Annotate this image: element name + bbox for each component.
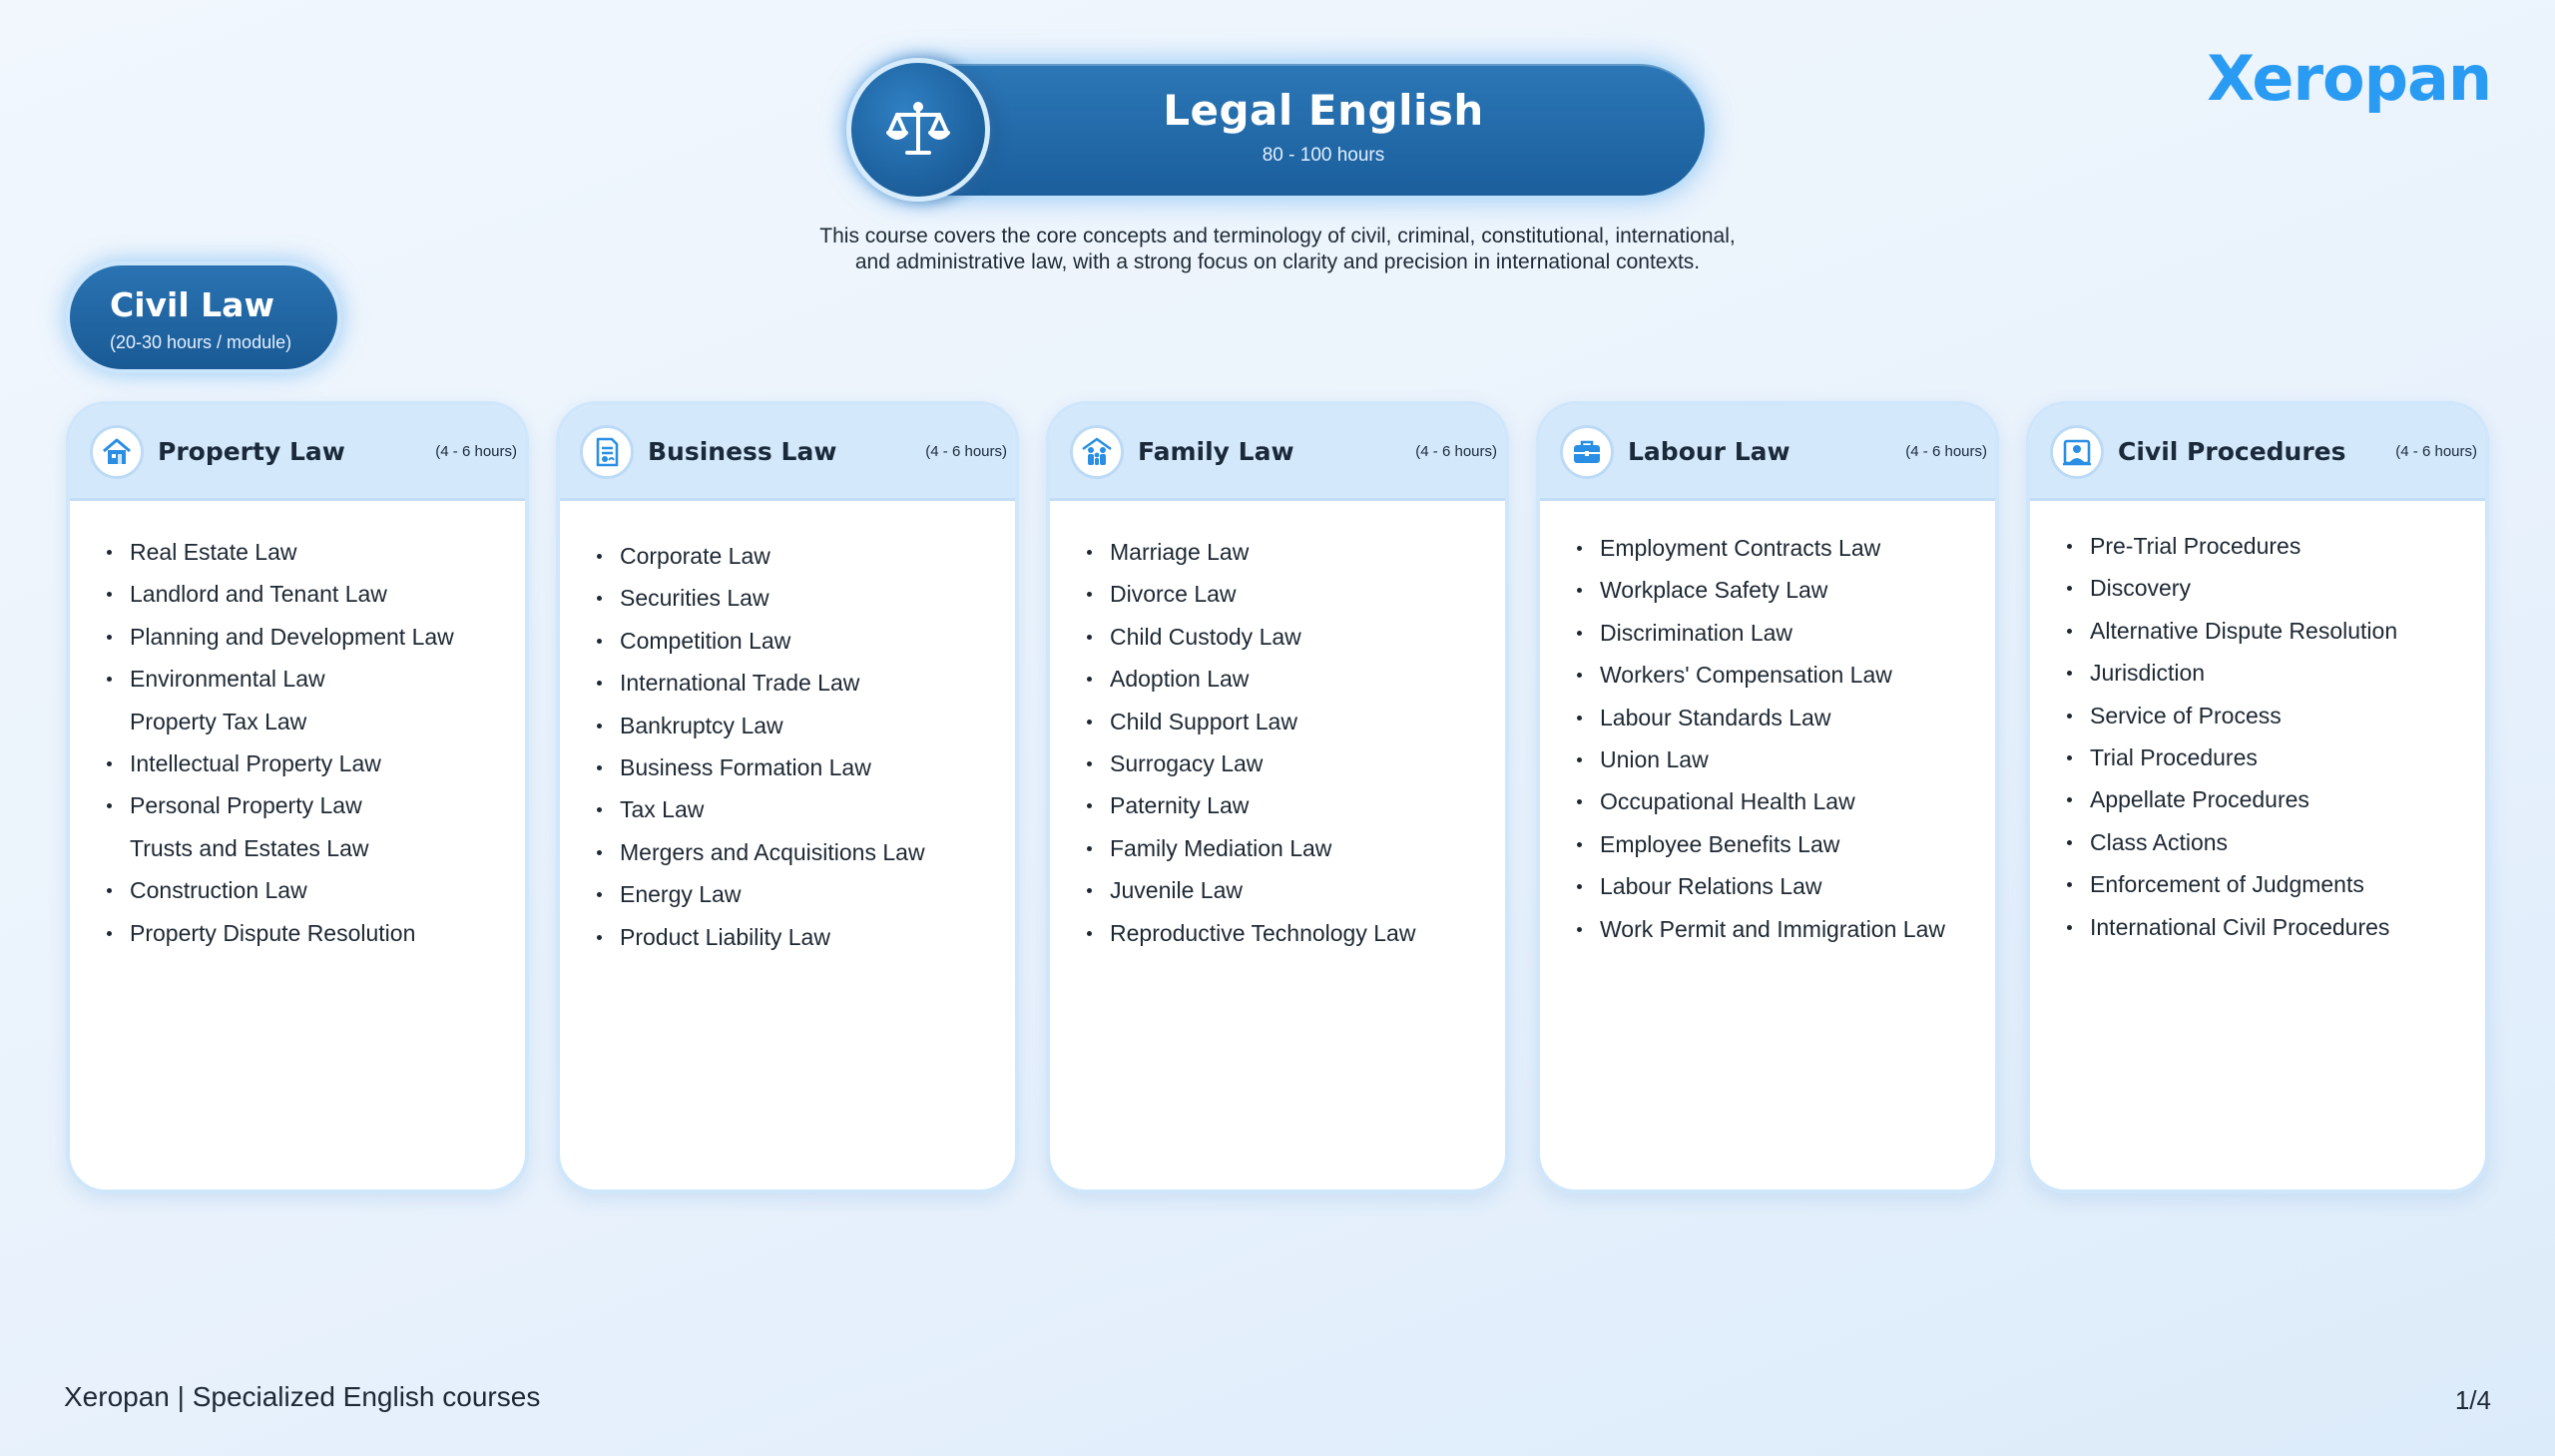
list-item: Energy Law [596,873,1015,915]
module-title: Civil Procedures [2118,437,2346,466]
brand-logo: Xeropan [2207,42,2491,115]
list-item: Surrogacy Law [1086,742,1505,784]
course-description [699,224,1856,275]
list-item: Mergers and Acquisitions Law [596,831,1015,873]
module-hours: (4 - 6 hours) [435,443,517,460]
section-pill-civil-law [66,261,341,373]
list-item: Corporate Law [596,535,1015,577]
topic-list [1576,527,1995,950]
course-title: Legal English [1163,86,1484,135]
scales-icon [883,95,953,165]
module-header [1540,405,1995,501]
list-item: International Civil Procedures [2066,906,2485,948]
module-title: Property Law [158,437,345,466]
list-item: Product Liability Law [596,916,1015,958]
list-item: Real Estate Law [106,531,525,573]
list-item: Family Mediation Law [1086,827,1505,869]
list-item: Reproductive Technology Law [1086,912,1505,954]
topic-list [2066,525,2485,948]
module-header [70,405,525,501]
list-item: Construction Law [106,869,525,911]
topic-list [106,531,525,954]
section-title: Civil Law [110,285,274,324]
list-item: Competition Law [596,620,1015,662]
module-card-business-law [556,401,1019,1194]
list-item: Paternity Law [1086,784,1505,826]
briefcase-icon [1560,425,1614,479]
list-item: Occupational Health Law [1576,780,1995,822]
module-header [2030,405,2485,501]
list-item: Juvenile Law [1086,869,1505,911]
list-item: International Trade Law [596,662,1015,704]
list-item: Property Tax Law [130,708,307,734]
module-header [1050,405,1505,501]
course-hours: 80 - 100 hours [1262,145,1385,166]
list-item: Service of Process [2066,695,2485,736]
list-item: Child Custody Law [1086,616,1505,658]
section-hours: (20-30 hours / module) [110,332,292,352]
list-item: Bankruptcy Law [596,705,1015,746]
course-icon-badge [846,58,990,202]
list-item: Alternative Dispute Resolution [2066,610,2485,652]
page-number: 1/4 [2454,1385,2491,1415]
list-item: Business Formation Law [596,746,1015,788]
list-item: Jurisdiction [2066,652,2485,694]
module-hours: (4 - 6 hours) [1905,443,1987,460]
list-item: Employee Benefits Law [1576,823,1995,865]
module-title: Business Law [648,437,837,466]
list-item: Labour Standards Law [1576,697,1995,738]
course-title-pill [848,60,1709,200]
module-hours: (4 - 6 hours) [1415,443,1497,460]
list-item: Child Support Law [1086,701,1505,742]
module-card-property-law [66,401,529,1194]
list-item: Planning and Development Law [106,616,525,658]
list-item: Union Law [1576,738,1995,780]
list-item: Tax Law [596,788,1015,830]
house-icon [90,425,144,479]
module-title: Family Law [1138,437,1294,466]
list-item: Personal Property Law [106,784,525,826]
module-card-labour-law [1536,401,1999,1194]
list-item: Adoption Law [1086,658,1505,700]
module-title: Labour Law [1628,437,1790,466]
list-item: Workplace Safety Law [1576,569,1995,611]
list-item: Pre-Trial Procedures [2066,525,2485,567]
list-item: Trusts and Estates Law [130,834,369,861]
list-item: Trial Procedures [2066,736,2485,778]
description-line: This course covers the core concepts and terminology of civil, criminal, constitutional, international, [819,225,1736,247]
description-line: and administrative law, with a strong focus on clarity and precision in international contexts. [854,250,1701,273]
module-card-civil-procedures [2026,401,2489,1194]
family-icon [1070,425,1124,479]
list-item: Intellectual Property Law [106,742,525,784]
list-item: Appellate Procedures [2066,778,2485,820]
list-item: Securities Law [596,577,1015,619]
list-item: Divorce Law [1086,573,1505,615]
module-hours: (4 - 6 hours) [925,443,1007,460]
list-item: Employment Contracts Law [1576,527,1995,569]
list-item: Property Dispute Resolution [106,912,525,954]
contract-icon [580,425,634,479]
list-item: Class Actions [2066,821,2485,863]
list-item: Labour Relations Law [1576,865,1995,907]
list-item: Discovery [2066,567,2485,609]
courtroom-icon [2050,425,2104,479]
module-hours: (4 - 6 hours) [2395,443,2477,460]
footer-brand-text: Xeropan | Specialized English courses [64,1381,541,1412]
list-item: Environmental Law [106,658,525,700]
topic-list [1086,531,1505,954]
list-item: Marriage Law [1086,531,1505,573]
list-item: Landlord and Tenant Law [106,573,525,615]
list-item: Workers' Compensation Law [1576,654,1995,696]
topic-list [596,535,1015,958]
list-item: Discrimination Law [1576,612,1995,654]
list-item: Enforcement of Judgments [2066,863,2485,905]
module-card-family-law [1046,401,1509,1194]
list-item: Work Permit and Immigration Law [1576,908,1995,950]
module-header [560,405,1015,501]
